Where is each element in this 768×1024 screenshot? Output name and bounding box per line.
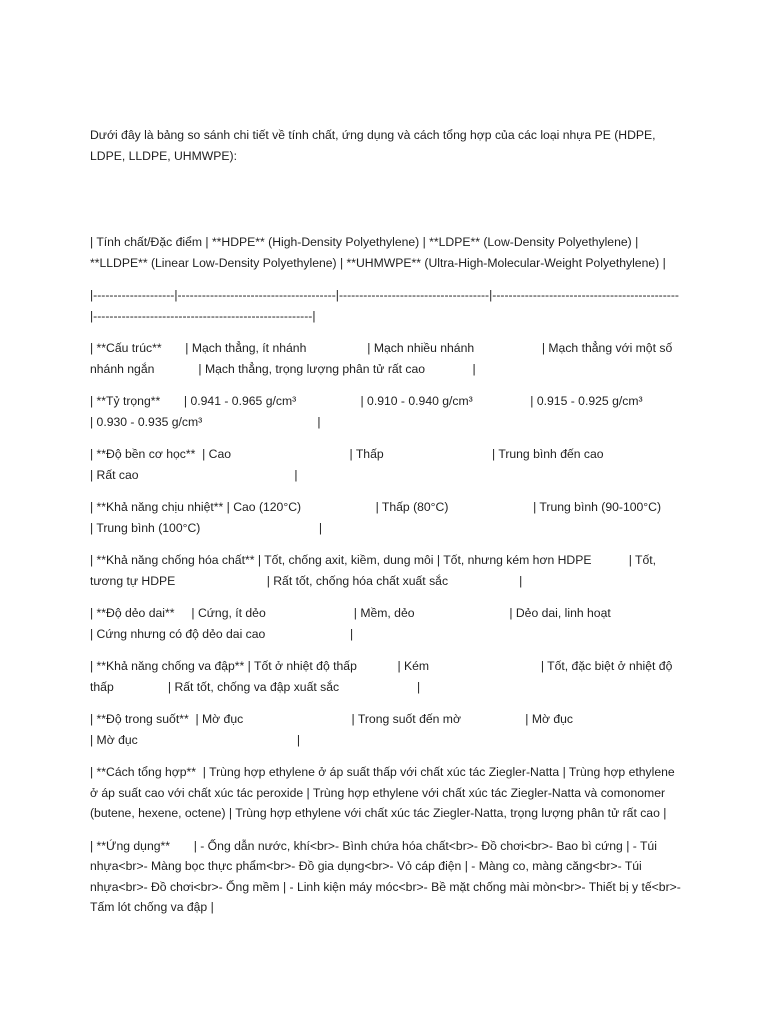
table-row-transparency: | **Độ trong suốt** | Mờ đục | Trong suốt đến mờ | Mờ đục | Mờ đục | [90,712,706,747]
table-separator-row: |--------------------|---------------------------------------|-------------------------------------|----------------------------------------------|------------------------------------------------------| [90,288,679,323]
table-row-applications: | **Ứng dụng** | - Ống dẫn nước, khí<br>- Bình chứa hóa chất<br>- Đồ chơi<br>- Bao bì cứng | - Túi nhựa<br>- Màng bọc thực phẩm<br>- Đồ gia dụng<br>- Vỏ cáp điện | - Màng co, màng căng<br>- Túi nhựa<br>- Đồ chơi<br>- Ống mềm | - Linh kiện máy móc<br>- Bề mặt chống mài mòn<br>- Thiết bị y tế<br>- Tấm lót chống va đập | [90,838,684,914]
table-row-mechanical-strength: | **Độ bền cơ học** | Cao | Thấp | Trung bình đến cao | Rất cao | [90,447,696,482]
table-header-row: | Tính chất/Đặc điểm | **HDPE** (High-Density Polyethylene) | **LDPE** (Low-Density Polyethylene) | **LLDPE** (Linear Low-Density Polyethylene) | **UHMWPE** (Ultra-High-Molecular-Weight Polyethylene) | [90,235,666,270]
table-row-density: | **Tỷ trọng** | 0.941 - 0.965 g/cm³ | 0.910 - 0.940 g/cm³ | 0.915 - 0.925 g/cm³ | 0.930 - 0.935 g/cm³ | [90,394,731,429]
table-row-heat-resistance: | **Khả năng chịu nhiệt** | Cao (120°C) | Thấp (80°C) | Trung bình (90-100°C) | Trung bình (100°C) | [90,500,743,535]
table-row-structure: | **Cấu trúc** | Mạch thẳng, ít nhánh | Mạch nhiều nhánh | Mạch thẳng với một số nhánh ngắn | Mạch thẳng, trọng lượng phân tử rất cao | [90,341,676,376]
intro-paragraph: Dưới đây là bảng so sánh chi tiết về tính chất, ứng dụng và cách tổng hợp của các loại nhựa PE (HDPE, LDPE, LLDPE, UHMWPE): [90,128,659,163]
table-row-chemical-resistance: | **Khả năng chống hóa chất** | Tốt, chống axit, kiềm, dung môi | Tốt, nhưng kém hơn HDPE | Tốt, tương tự HDPE | Rất tốt, chống hóa chất xuất sắc | [90,553,660,588]
table-row-impact-resistance: | **Khả năng chống va đập** | Tốt ở nhiệt độ thấp | Kém | Tốt, đặc biệt ở nhiệt độ thấp | Rất tốt, chống va đập xuất sắc | [90,659,676,694]
table-row-synthesis: | **Cách tổng hợp** | Trùng hợp ethylene ở áp suất thấp với chất xúc tác Ziegler-Natta | Trùng hợp ethylene ở áp suất cao với chất xúc tác peroxide | Trùng hợp ethylene với chất xúc tác Ziegler-Natta và comonomer (butene, hexene, octene) | Trùng hợp ethylene với chất xúc tác Ziegler-Natta, trọng lượng phân tử rất cao | [90,765,679,820]
table-row-toughness: | **Độ dẻo dai** | Cứng, ít dẻo | Mềm, dẻo | Dẻo dai, linh hoạt | Cứng nhưng có độ dẻo dai cao | [90,606,703,641]
document-page [90,125,743,930]
